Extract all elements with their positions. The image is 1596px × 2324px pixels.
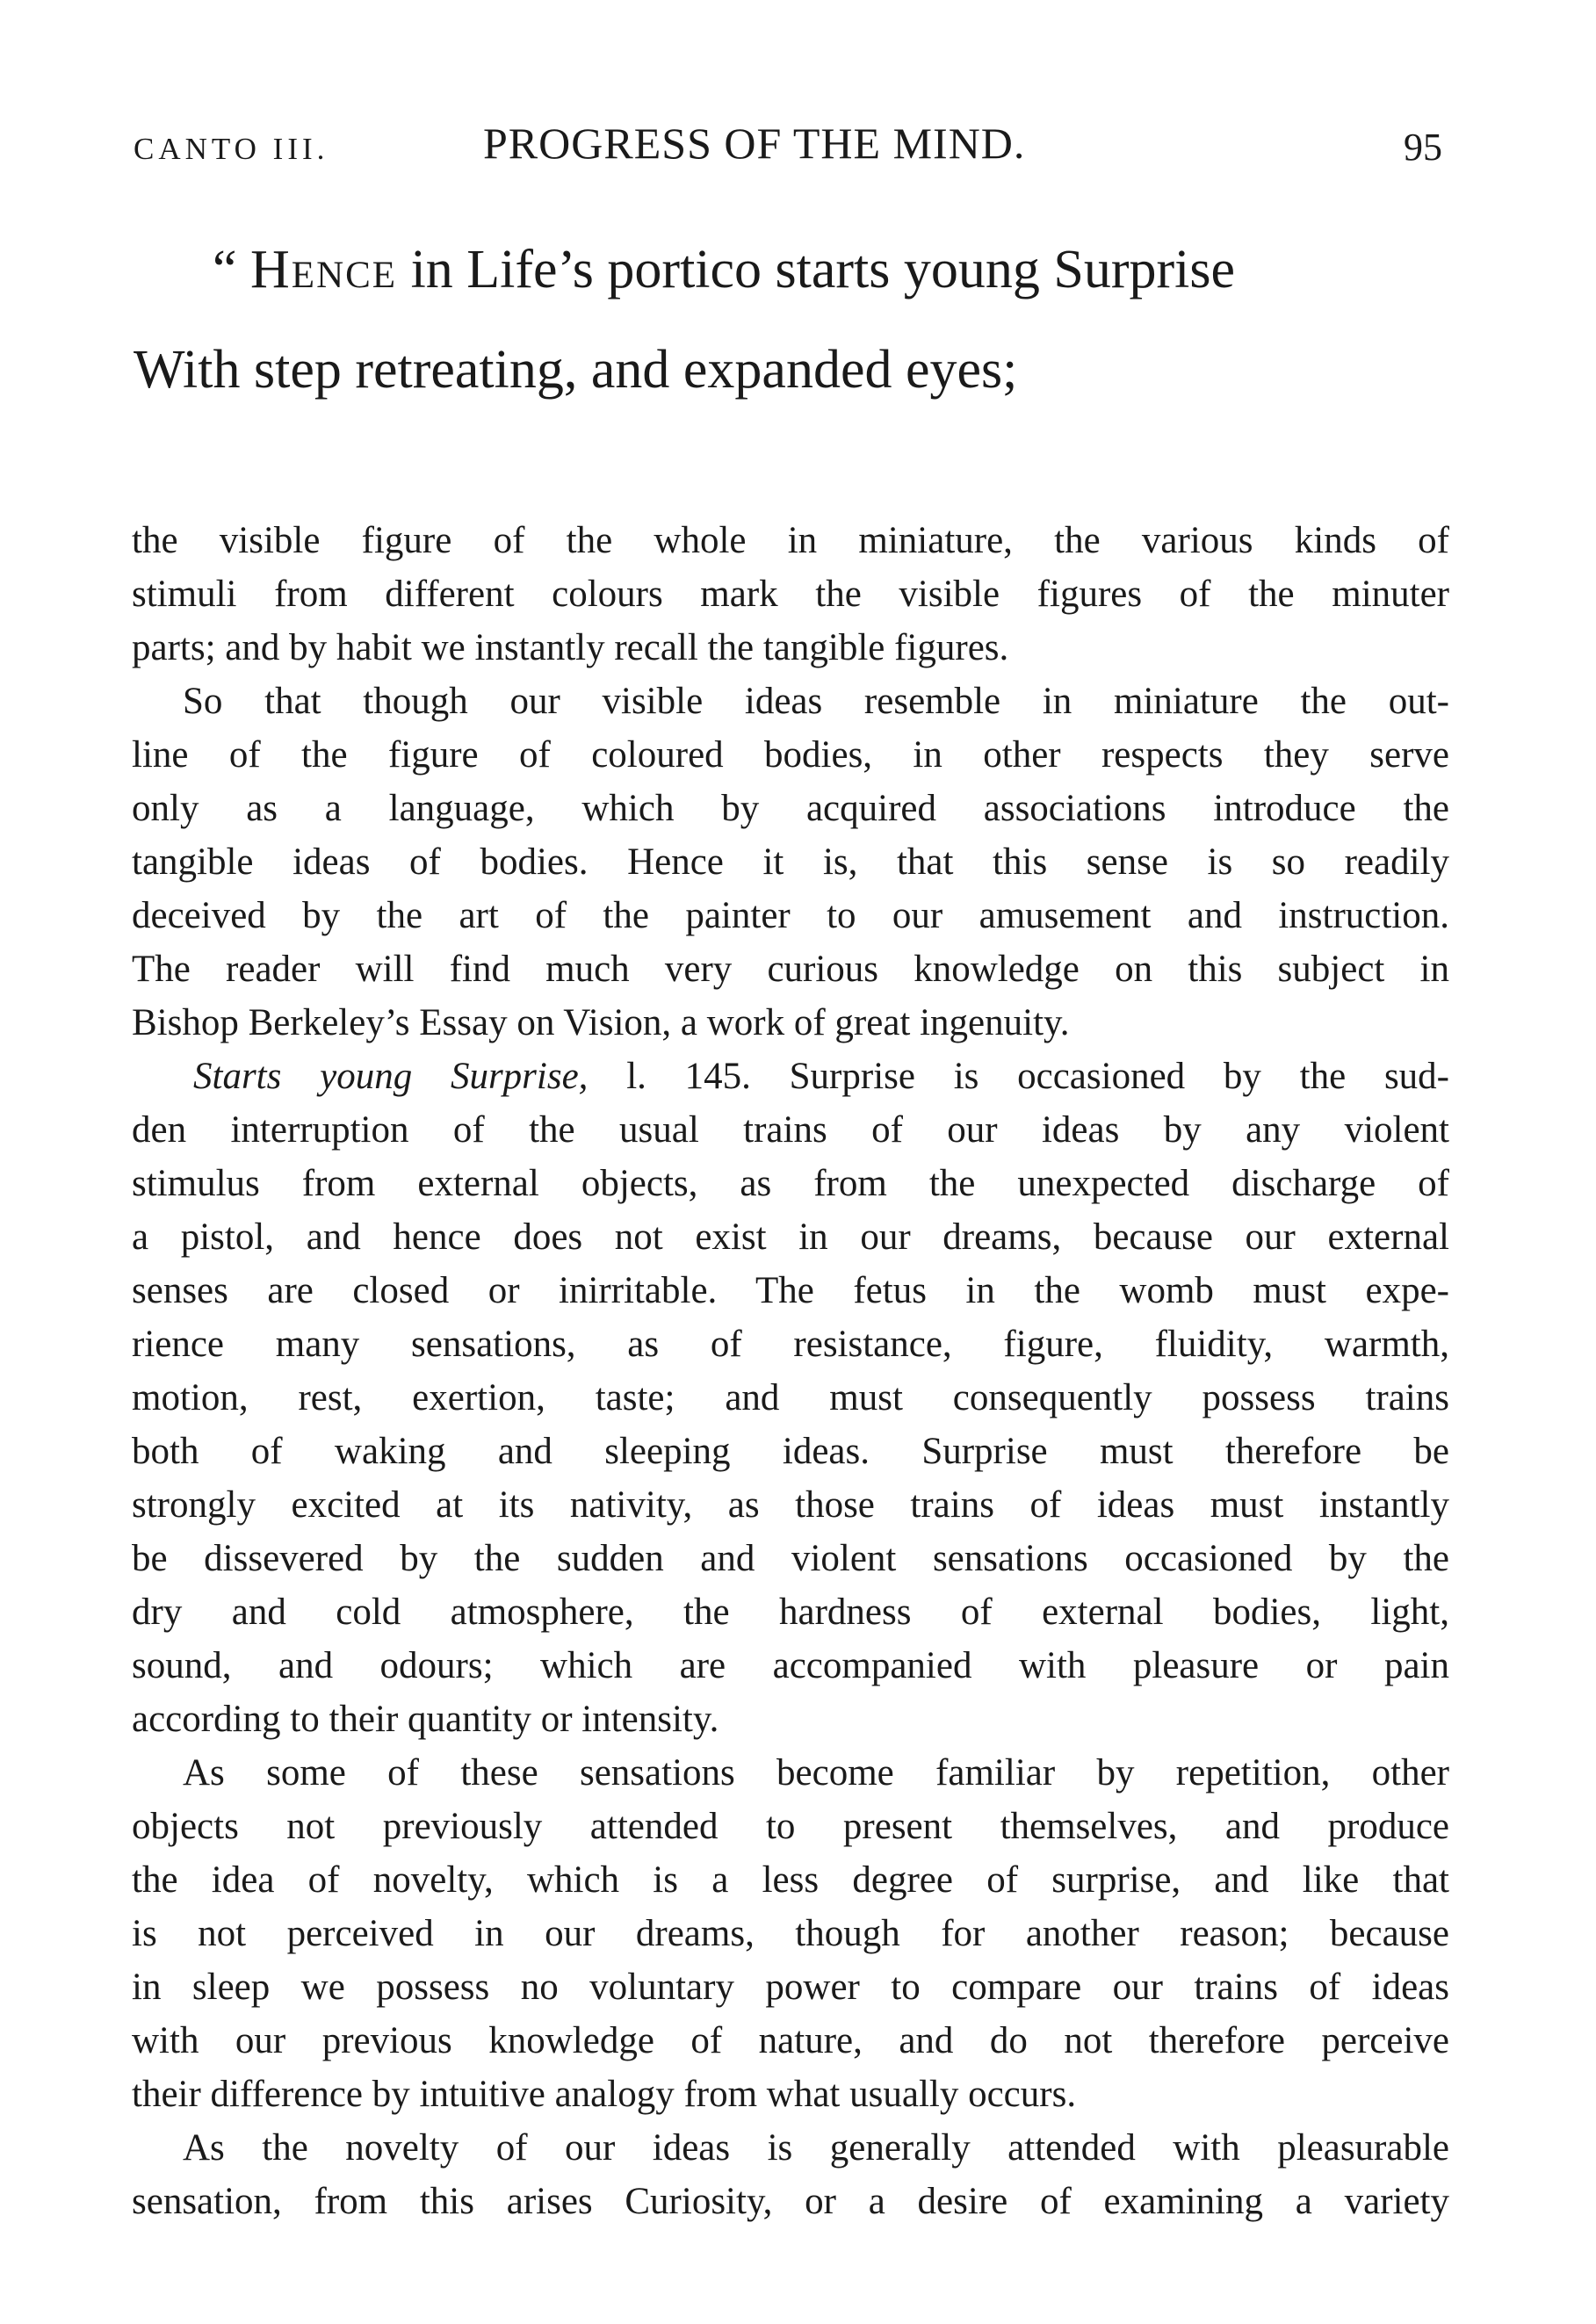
- note-line: den interruption of the usual trains of our ideas by any violent: [132, 1109, 1449, 1151]
- note-line: The reader will find much very curious knowledge on this subject in: [132, 949, 1449, 990]
- note-line: objects not previously attended to present themselves, and produce: [132, 1806, 1449, 1847]
- verse-initial-word: Hence: [250, 240, 398, 300]
- open-quote: “: [213, 240, 237, 300]
- note-line: dry and cold atmosphere, the hardness of external bodies, light,: [132, 1591, 1449, 1633]
- note-line: the visible figure of the whole in miniature, the various kinds of: [132, 520, 1449, 561]
- note-reference-italic: Starts young Surprise,: [193, 1056, 589, 1097]
- note-line: line of the figure of coloured bodies, in other respects they serve: [132, 734, 1449, 776]
- note-line: in sleep we possess no voluntary power to compare our trains of ideas: [132, 1967, 1449, 2008]
- note-line: be dissevered by the sudden and violent sensations occasioned by the: [132, 1538, 1449, 1579]
- verse-line-2: With step retreating, and expanded eyes;: [134, 340, 1018, 400]
- verse-block: [134, 220, 1442, 420]
- note-line: with our previous knowledge of nature, and do not therefore perceive: [132, 2020, 1449, 2061]
- note-line: sensation, from this arises Curiosity, or a desire of examining a variety: [132, 2181, 1449, 2222]
- note-line: As the novelty of our ideas is generally attended with pleasurable: [183, 2127, 1449, 2169]
- note-line: according to their quantity or intensity.: [132, 1699, 719, 1740]
- note-line: As some of these sensations become familiar by repetition, other: [183, 1752, 1449, 1794]
- page-number: 95: [1404, 126, 1442, 169]
- verse-line-1: [134, 220, 1442, 320]
- note-line: rience many sensations, as of resistance, figure, fluidity, warmth,: [132, 1324, 1449, 1365]
- note-line: sound, and odours; which are accompanied with pleasure or pain: [132, 1645, 1449, 1686]
- note-line: a pistol, and hence does not exist in our dreams, because our external: [132, 1216, 1449, 1258]
- note-line: both of waking and sleeping ideas. Surprise must therefore be: [132, 1431, 1449, 1472]
- verse-line-1-text: in Life’s portico starts young Surprise: [397, 240, 1236, 300]
- canto-label: CANTO III.: [134, 132, 329, 166]
- note-line: senses are closed or inirritable. The fetus in the womb must expe-: [132, 1270, 1449, 1311]
- note-reference-text: l. 145. Surprise is occasioned by the sud-: [588, 1056, 1449, 1097]
- running-head: [134, 112, 1442, 174]
- note-line: motion, rest, exertion, taste; and must consequently possess trains: [132, 1377, 1449, 1418]
- note-line: tangible ideas of bodies. Hence it is, that this sense is so readily: [132, 841, 1449, 883]
- running-title: PROGRESS OF THE MIND.: [483, 119, 1026, 168]
- note-line: parts; and by habit we instantly recall the tangible figures.: [132, 627, 1009, 668]
- note-line: is not perceived in our dreams, though for another reason; because: [132, 1913, 1449, 1954]
- note-line: only as a language, which by acquired associations introduce the: [132, 788, 1449, 829]
- note-line: So that though our visible ideas resemble in miniature the out-: [183, 681, 1449, 722]
- note-line: deceived by the art of the painter to our amusement and instruction.: [132, 895, 1449, 936]
- note-line: stimuli from different colours mark the visible figures of the minuter: [132, 574, 1449, 615]
- note-line: strongly excited at its nativity, as those trains of ideas must instantly: [132, 1484, 1449, 1526]
- note-line: stimulus from external objects, as from the unexpected discharge of: [132, 1163, 1449, 1204]
- note-line: Bishop Berkeley’s Essay on Vision, a work of great ingenuity.: [132, 1002, 1070, 1043]
- notes-body: [132, 514, 1449, 2228]
- note-line: [132, 1050, 1449, 1103]
- note-line: their difference by intuitive analogy from what usually occurs.: [132, 2074, 1077, 2115]
- note-line: the idea of novelty, which is a less degree of surprise, and like that: [132, 1859, 1449, 1901]
